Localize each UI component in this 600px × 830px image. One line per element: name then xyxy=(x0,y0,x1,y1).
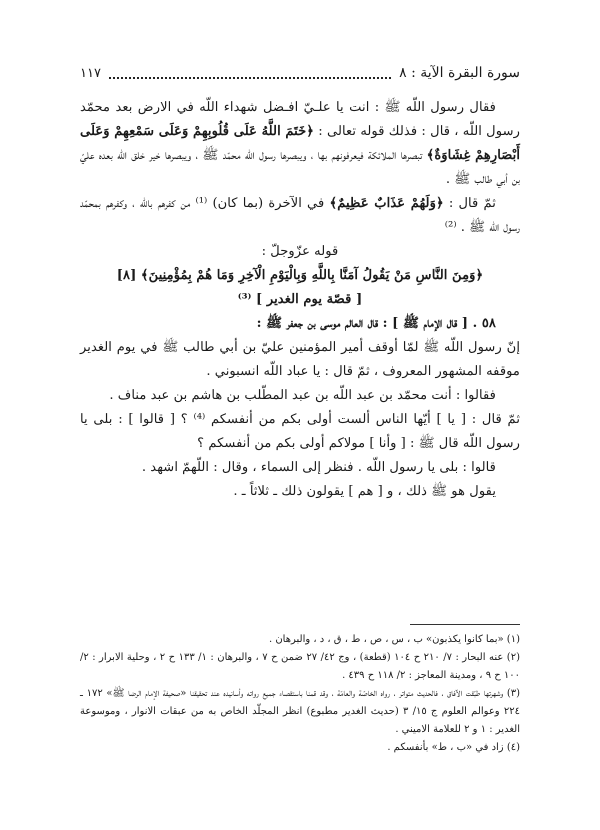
paragraph-1-text: فقال رسول اللّه ﷺ : انت يا علـيّ افـضل شهداء اللّه في الارض بعد محمّد رسول اللّه ، قال : فذلك قوله تعالى : xyxy=(80,100,520,139)
verse-intro: قوله عزّوجلّ : xyxy=(261,244,339,259)
paragraph-4: فقالوا : أنت محمّد بن عبد اللّه بن عبد المطّلب بن هاشم بن عبد مناف . xyxy=(109,388,496,403)
hadith-lead: ٥٨ . [ قال الإمام ﷺ ] : قال العالم موسى بن جعفر ﷺ : xyxy=(256,316,496,331)
paragraph-1-continuation: تبصرها الملائكة فيعرفونهم بها ، ويبصرها رسول اللّه محمّد ﷺ ، ويبصرها خير خلق اللّه بعده عليّ بن أبي طالب ﷺ . xyxy=(80,148,520,187)
footnote-2: (٢) عنه البحار : ٧/ ٢١٠ ح ١٠٤ (قطعة) ، وج ٤٢/ ٢٧ ضمن ح ٧ ، والبرهان : ١/ ١٣٣ ح ٢ ، وحلية الابرار : ٢/ ١٠٠ ح ٩ ، ومدينة المعاجز : ٢/ ١١٨ ح ٤٣٩ . xyxy=(80,652,520,681)
paragraph-3: إنّ رسول اللّه ﷺ لمّا أوقف أمير المؤمنين عليّ بن أبي طالب ﷺ في يوم الغدير موقفه المشهور المعروف ، ثمّ قال : يا عباد اللّه انسبوني . xyxy=(80,340,520,379)
paragraph-6: قالوا : بلى يا رسول اللّه . فنظر إلى السماء ، وقال : اللّهمّ اشهد . xyxy=(141,460,496,475)
footnote-1: (١) «بما كانوا يكذبون» ب ، س ، ص ، ط ، ق ، د ، والبرهان . xyxy=(268,634,520,645)
paragraph-7: يقول هو ﷺ ذلك ، و [ هم ] يقولون ذلك ـ ثلاثاً ـ . xyxy=(233,484,496,499)
paragraph-2-start: ثمّ قال : xyxy=(448,196,496,211)
hadith-number-line xyxy=(80,312,520,336)
page-number: ١١٧ xyxy=(80,65,101,81)
paragraph-2 xyxy=(80,192,520,240)
main-text xyxy=(80,96,520,504)
footnotes xyxy=(80,624,520,757)
quran-verse-inline-2: ﴿وَلَهُمْ عَذَابٌ عَظِيمٌ﴾ xyxy=(329,196,444,211)
quran-verse-block: ﴿وَمِنَ النَّاسِ مَنْ يَقُولُ آمَنَّا بِاللَّهِ وَبِالْيَوْمِ الْآخِرِ وَمَا هُمْ بِمُؤْمِنِينَ﴾ [٨] xyxy=(116,268,484,283)
section-heading: [ قصّة يوم الغدير ] ⁽³⁾ xyxy=(237,292,363,307)
footnote-3: (٣) وشهرتها طبّقت الآفاق ، فالحديث متواتر ، رواه الخاصّة والعامّة ، وقد قمنا باستقصاء جميع رواته وأسانيده عند تحقيقنا «صحيفة الإمام الرضا ﷺ» ١٧٢ ـ ٢٢٤ وعوالم العلوم ج ١٥/ ٣ (حديث الغدير مطبوع) انظر المجلّد الخاص به من عبقات الانوار ، وموسوعة الغدير : ١ و ٢ للعلامة الاميني . xyxy=(80,688,521,735)
footnote-4: (٤) زاد في «ب ، ط» بأنفسكم . xyxy=(387,742,520,753)
quran-verse-inline: ﴿خَتَمَ اللَّهُ عَلَى قُلُوبِهِمْ وَعَلَى سَمْعِهِمْ وَعَلَى أَبْصَارِهِمْ غِشَاوَةٌ﴾ xyxy=(80,124,520,163)
page-header xyxy=(80,62,520,84)
paragraph-1 xyxy=(80,96,520,192)
paragraph-5: ثمّ قال : [ يا ] أيّها الناس ألست أولى بكم من أنفسكم ⁽⁴⁾ ؟ [ قالوا ] : بلى يا رسول اللّه قال ﷺ : [ وأنا ] مولاكم أولى بكم من أنفسكم ؟ xyxy=(80,412,520,451)
footnote-divider xyxy=(410,624,520,625)
paragraph-2-continuation: في الآخرة (بما كان) ⁽¹⁾ من كفرهم باللّه ، وكفرهم بمحمّد رسول اللّه ﷺ . ⁽²⁾ xyxy=(80,196,520,235)
header-dotted-rule xyxy=(109,67,391,79)
running-title: سورة البقرة الآية : ٨ xyxy=(399,65,520,81)
